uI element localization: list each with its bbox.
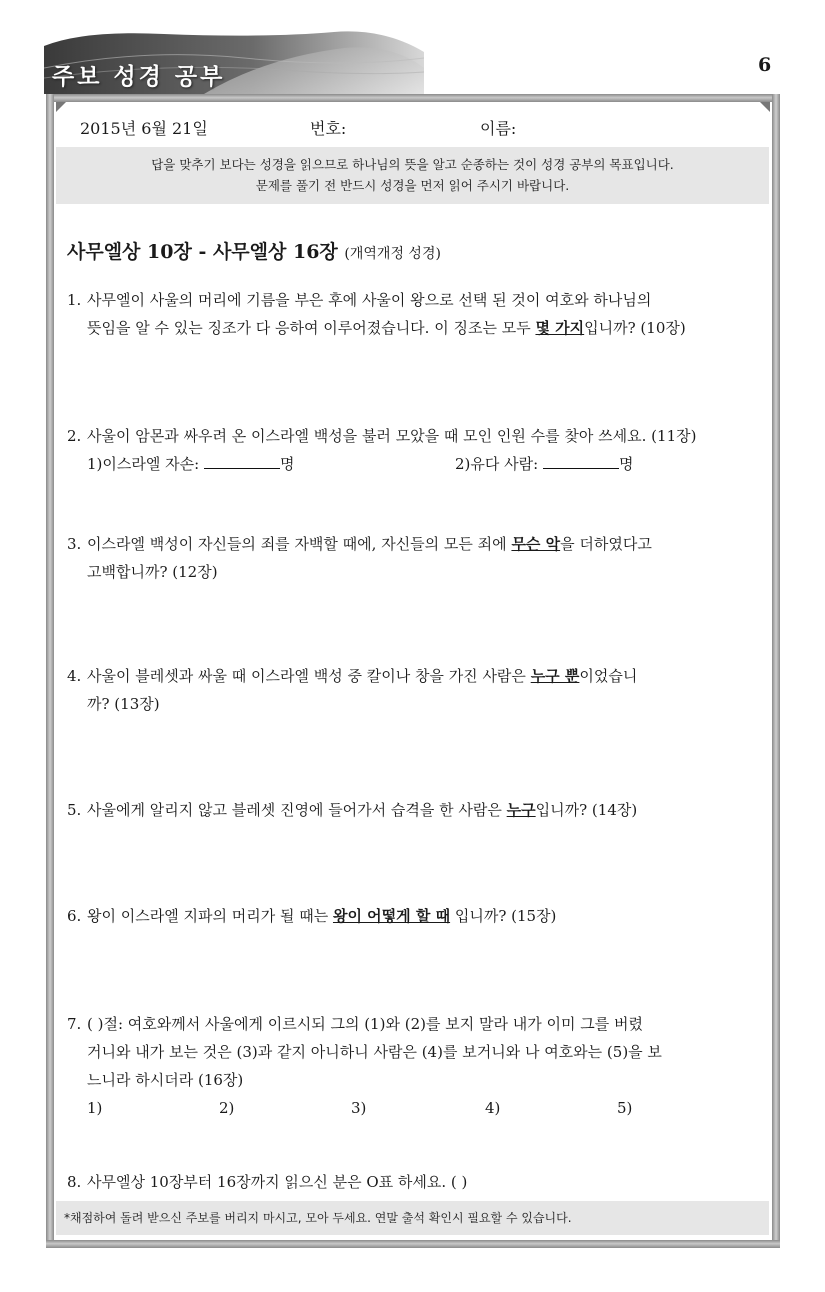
question-number: 4. bbox=[67, 667, 82, 685]
question-number: 3. bbox=[67, 535, 82, 553]
question-number: 5. bbox=[67, 801, 82, 819]
frame-right-border bbox=[772, 94, 780, 1244]
question-keyword: 무슨 악 bbox=[511, 535, 561, 553]
section-title-text: 사무엘상 10장 - 사무엘상 16장 bbox=[67, 241, 338, 263]
question-keyword: 누구 뿐 bbox=[530, 667, 580, 685]
question-text: 사울이 암몬과 싸우려 온 이스라엘 백성을 불러 모았을 때 모인 인원 수를 찾아 쓰세요. (11장) bbox=[87, 427, 697, 445]
notice-line: 답을 맞추기 보다는 성경을 읽으므로 하나님의 뜻을 알고 순종하는 것이 성경 공부의 목표입니다. bbox=[151, 157, 674, 172]
worksheet-date: 2015년 6월 21일 bbox=[80, 119, 208, 138]
question-text-part: 입니까? (15장) bbox=[450, 907, 557, 925]
question-text: 느니라 하시더라 (16장) bbox=[87, 1071, 244, 1089]
answer-label: 2)유다 사람: bbox=[455, 455, 543, 473]
question-5 bbox=[67, 796, 767, 824]
question-number: 7. bbox=[67, 1015, 82, 1033]
footer-note: *채점하여 돌려 받으신 주보를 버리지 마시고, 모아 두세요. 연말 출석 확인시 필요할 수 있습니다. bbox=[56, 1201, 769, 1235]
notice-line: 문제를 풀기 전 반드시 성경을 먼저 읽어 주시기 바랍니다. bbox=[255, 178, 570, 193]
question-text bbox=[87, 530, 767, 558]
notice-box bbox=[56, 147, 769, 204]
answer-slot-3[interactable]: 3) bbox=[351, 1099, 367, 1117]
frame-left-border bbox=[46, 94, 54, 1244]
header-title: 주보 성경 공부 bbox=[52, 64, 226, 90]
question-3 bbox=[67, 530, 767, 586]
question-2 bbox=[67, 422, 767, 478]
corner-triangle-icon bbox=[760, 102, 770, 112]
question-text bbox=[87, 314, 767, 342]
question-4 bbox=[67, 662, 767, 718]
answer-slot-1[interactable]: 1) bbox=[87, 1099, 103, 1117]
question-text: 고백합니까? (12장) bbox=[87, 563, 218, 581]
question-text bbox=[87, 796, 767, 824]
answer-judah bbox=[455, 450, 633, 478]
question-text: 까? (13장) bbox=[87, 695, 160, 713]
section-subtitle: (개역개정 성경) bbox=[344, 246, 441, 262]
info-row bbox=[80, 112, 760, 140]
question-number: 8. bbox=[67, 1173, 82, 1191]
question-text-part: 사울에게 알리지 않고 블레셋 진영에 들어가서 습격을 한 사람은 bbox=[87, 801, 507, 819]
question-text-part: 뜻임을 알 수 있는 징조가 다 응하여 이루어졌습니다. 이 징조는 모두 bbox=[87, 319, 536, 337]
question-text-part: 왕이 이스라엘 지파의 머리가 될 때는 bbox=[87, 907, 333, 925]
question-8 bbox=[67, 1168, 767, 1196]
answer-label: 1)이스라엘 자손: bbox=[87, 455, 204, 473]
question-text-part: 이었습니 bbox=[579, 667, 638, 685]
answer-slot-5[interactable]: 5) bbox=[617, 1099, 633, 1117]
question-text bbox=[87, 902, 767, 930]
question-text: 거니와 내가 보는 것은 (3)과 같지 아니하니 사람은 (4)를 보거니와 나 여호와는 (5)을 보 bbox=[87, 1043, 662, 1061]
answer-blank[interactable] bbox=[543, 452, 619, 469]
answer-unit: 명 bbox=[618, 455, 634, 473]
answer-row bbox=[87, 1094, 767, 1122]
answer-israel bbox=[87, 450, 294, 478]
frame-bottom-border bbox=[46, 1240, 780, 1248]
question-text: 사무엘상 10장부터 16장까지 읽으신 분은 O표 하세요. ( ) bbox=[87, 1173, 468, 1191]
frame-top-border bbox=[46, 94, 780, 102]
question-keyword: 왕이 어떻게 할 때 bbox=[332, 907, 451, 925]
question-number: 6. bbox=[67, 907, 82, 925]
question-text-part: 입니까? (14장) bbox=[535, 801, 638, 819]
question-text: 사무엘이 사울의 머리에 기름을 부은 후에 사울이 왕으로 선택 된 것이 여호와 하나님의 bbox=[87, 291, 652, 309]
question-keyword: 몇 가지 bbox=[535, 319, 585, 337]
question-number: 1. bbox=[67, 291, 82, 309]
question-text bbox=[87, 662, 767, 690]
question-7 bbox=[67, 1010, 767, 1122]
question-1 bbox=[67, 286, 767, 342]
answer-row bbox=[87, 450, 767, 478]
answer-slot-2[interactable]: 2) bbox=[219, 1099, 235, 1117]
question-text: ( )절: 여호와께서 사울에게 이르시되 그의 (1)와 (2)를 보지 말라 내가 이미 그를 버렸 bbox=[87, 1015, 643, 1033]
question-6 bbox=[67, 902, 767, 930]
question-text-part: 입니까? (10장) bbox=[584, 319, 686, 337]
question-number: 2. bbox=[67, 427, 82, 445]
number-field-label: 번호: bbox=[310, 119, 347, 138]
question-keyword: 누구 bbox=[506, 801, 536, 819]
corner-triangle-icon bbox=[56, 102, 66, 112]
name-field-label: 이름: bbox=[480, 119, 517, 138]
section-title bbox=[67, 237, 441, 264]
answer-unit: 명 bbox=[279, 455, 295, 473]
question-text-part: 을 더하였다고 bbox=[560, 535, 652, 553]
question-text-part: 사울이 블레셋과 싸울 때 이스라엘 백성 중 칼이나 창을 가진 사람은 bbox=[87, 667, 531, 685]
question-text-part: 이스라엘 백성이 자신들의 죄를 자백할 때에, 자신들의 모든 죄에 bbox=[87, 535, 512, 553]
answer-slot-4[interactable]: 4) bbox=[485, 1099, 501, 1117]
answer-blank[interactable] bbox=[204, 452, 280, 469]
page-number: 6 bbox=[758, 54, 772, 76]
